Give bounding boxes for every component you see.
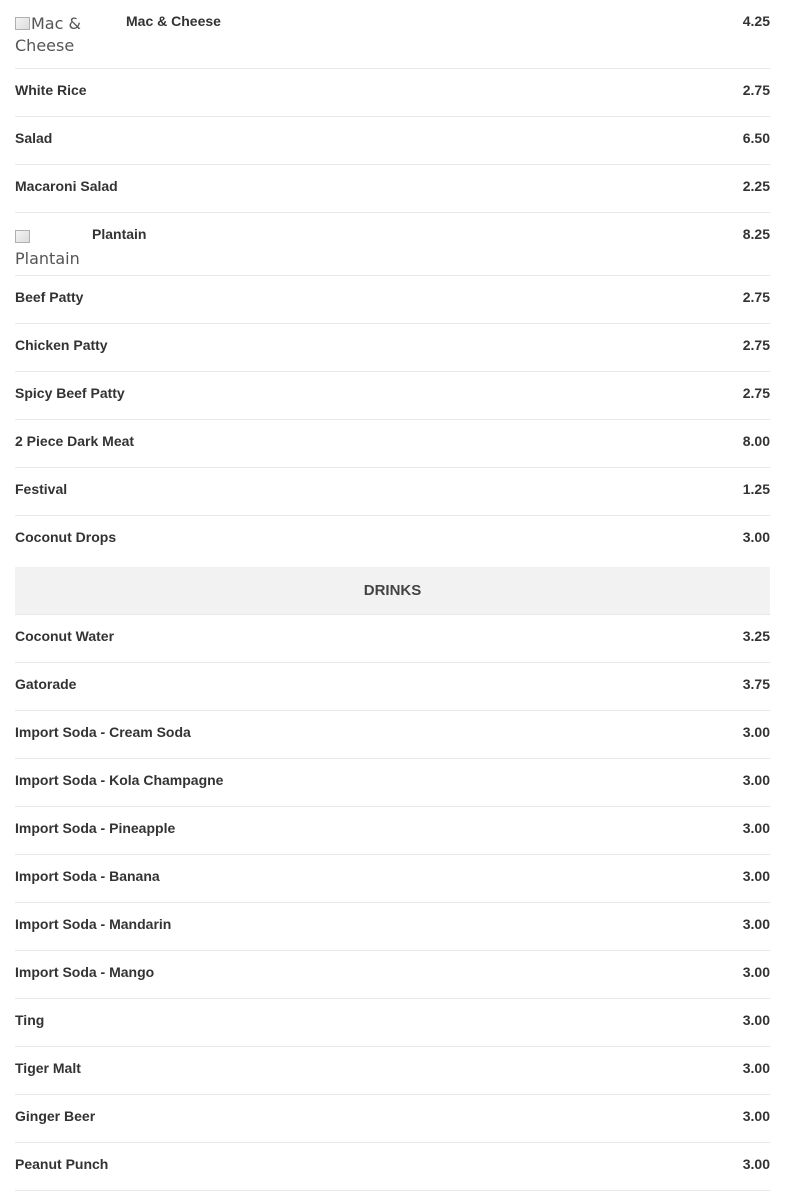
item-price: 3.25 bbox=[742, 628, 770, 644]
item-name[interactable]: Spicy Beef Patty bbox=[15, 385, 125, 401]
item-name[interactable]: Beef Patty bbox=[15, 289, 84, 305]
item-price: 2.75 bbox=[742, 337, 770, 353]
menu-item-plantain[interactable] bbox=[15, 213, 770, 276]
item-name[interactable]: Import Soda - Mango bbox=[15, 964, 155, 980]
menu-item-mac-and-cheese[interactable] bbox=[15, 0, 770, 69]
item-name[interactable]: Import Soda - Pineapple bbox=[15, 820, 176, 836]
menu-item-white-rice[interactable] bbox=[15, 69, 770, 117]
menu-item-peanut-punch[interactable] bbox=[15, 1143, 770, 1191]
item-image[interactable]: Mac & Cheese bbox=[15, 14, 81, 55]
item-price: 8.00 bbox=[742, 433, 770, 449]
menu-item-import-soda-mango[interactable] bbox=[15, 951, 770, 999]
item-name[interactable]: White Rice bbox=[15, 82, 87, 98]
item-name[interactable]: Import Soda - Mandarin bbox=[15, 916, 172, 932]
item-price: 3.00 bbox=[742, 1060, 770, 1076]
menu-item-chicken-patty[interactable] bbox=[15, 324, 770, 372]
item-name[interactable]: Plantain bbox=[92, 226, 147, 242]
item-name[interactable]: Mac & Cheese bbox=[126, 13, 221, 29]
item-price: 2.25 bbox=[742, 178, 770, 194]
item-price: 6.50 bbox=[742, 130, 770, 146]
menu-item-macaroni-salad[interactable] bbox=[15, 165, 770, 213]
menu-item-coconut-drops[interactable] bbox=[15, 516, 770, 564]
item-price: 3.00 bbox=[742, 916, 770, 932]
menu-item-2-piece-dark-meat[interactable] bbox=[15, 420, 770, 468]
item-name[interactable]: Import Soda - Cream Soda bbox=[15, 724, 191, 740]
item-name[interactable]: Import Soda - Banana bbox=[15, 868, 160, 884]
section-header-drinks: DRINKS bbox=[15, 567, 770, 615]
menu-item-festival[interactable] bbox=[15, 468, 770, 516]
item-price: 3.00 bbox=[742, 772, 770, 788]
item-name[interactable]: Peanut Punch bbox=[15, 1156, 109, 1172]
item-name[interactable]: Coconut Drops bbox=[15, 529, 117, 545]
item-price: 3.00 bbox=[742, 820, 770, 836]
menu-item-import-soda-kola-champagne[interactable] bbox=[15, 759, 770, 807]
item-name[interactable]: Gatorade bbox=[15, 676, 77, 692]
menu-item-spicy-beef-patty[interactable] bbox=[15, 372, 770, 420]
broken-image-icon bbox=[15, 230, 30, 243]
menu-item-import-soda-cream-soda[interactable] bbox=[15, 711, 770, 759]
menu-item-import-soda-banana[interactable] bbox=[15, 855, 770, 903]
menu-item-import-soda-mandarin[interactable] bbox=[15, 903, 770, 951]
menu-item-tiger-malt[interactable] bbox=[15, 1047, 770, 1095]
item-name[interactable]: Tiger Malt bbox=[15, 1060, 81, 1076]
item-name[interactable]: Ginger Beer bbox=[15, 1108, 96, 1124]
item-name[interactable]: Macaroni Salad bbox=[15, 178, 118, 194]
menu-item-salad[interactable] bbox=[15, 117, 770, 165]
item-name[interactable]: Salad bbox=[15, 130, 53, 146]
item-price: 2.75 bbox=[742, 385, 770, 401]
item-price: 3.00 bbox=[742, 1156, 770, 1172]
item-price: 3.00 bbox=[742, 1012, 770, 1028]
item-price: 2.75 bbox=[742, 289, 770, 305]
item-price: 8.25 bbox=[742, 226, 770, 242]
item-price: 1.25 bbox=[742, 481, 770, 497]
item-price: 3.00 bbox=[742, 964, 770, 980]
item-name[interactable]: Import Soda - Kola Champagne bbox=[15, 772, 224, 788]
item-price: 2.75 bbox=[742, 82, 770, 98]
item-price: 3.00 bbox=[742, 529, 770, 545]
item-name[interactable]: 2 Piece Dark Meat bbox=[15, 433, 135, 449]
menu-item-beef-patty[interactable] bbox=[15, 276, 770, 324]
item-image[interactable]: Plantain bbox=[15, 226, 81, 270]
menu-item-coconut-water[interactable] bbox=[15, 615, 770, 663]
item-name[interactable]: Chicken Patty bbox=[15, 337, 108, 353]
item-price: 3.00 bbox=[742, 868, 770, 884]
menu-item-import-soda-pineapple[interactable] bbox=[15, 807, 770, 855]
menu-item-ting[interactable] bbox=[15, 999, 770, 1047]
item-name[interactable]: Ting bbox=[15, 1012, 45, 1028]
menu-list bbox=[15, 0, 770, 1191]
broken-image-icon bbox=[15, 17, 30, 30]
item-price: 4.25 bbox=[742, 13, 770, 29]
item-price: 3.75 bbox=[742, 676, 770, 692]
menu-item-gatorade[interactable] bbox=[15, 663, 770, 711]
item-price: 3.00 bbox=[742, 724, 770, 740]
menu-item-ginger-beer[interactable] bbox=[15, 1095, 770, 1143]
item-name[interactable]: Coconut Water bbox=[15, 628, 115, 644]
item-name[interactable]: Festival bbox=[15, 481, 68, 497]
item-price: 3.00 bbox=[742, 1108, 770, 1124]
